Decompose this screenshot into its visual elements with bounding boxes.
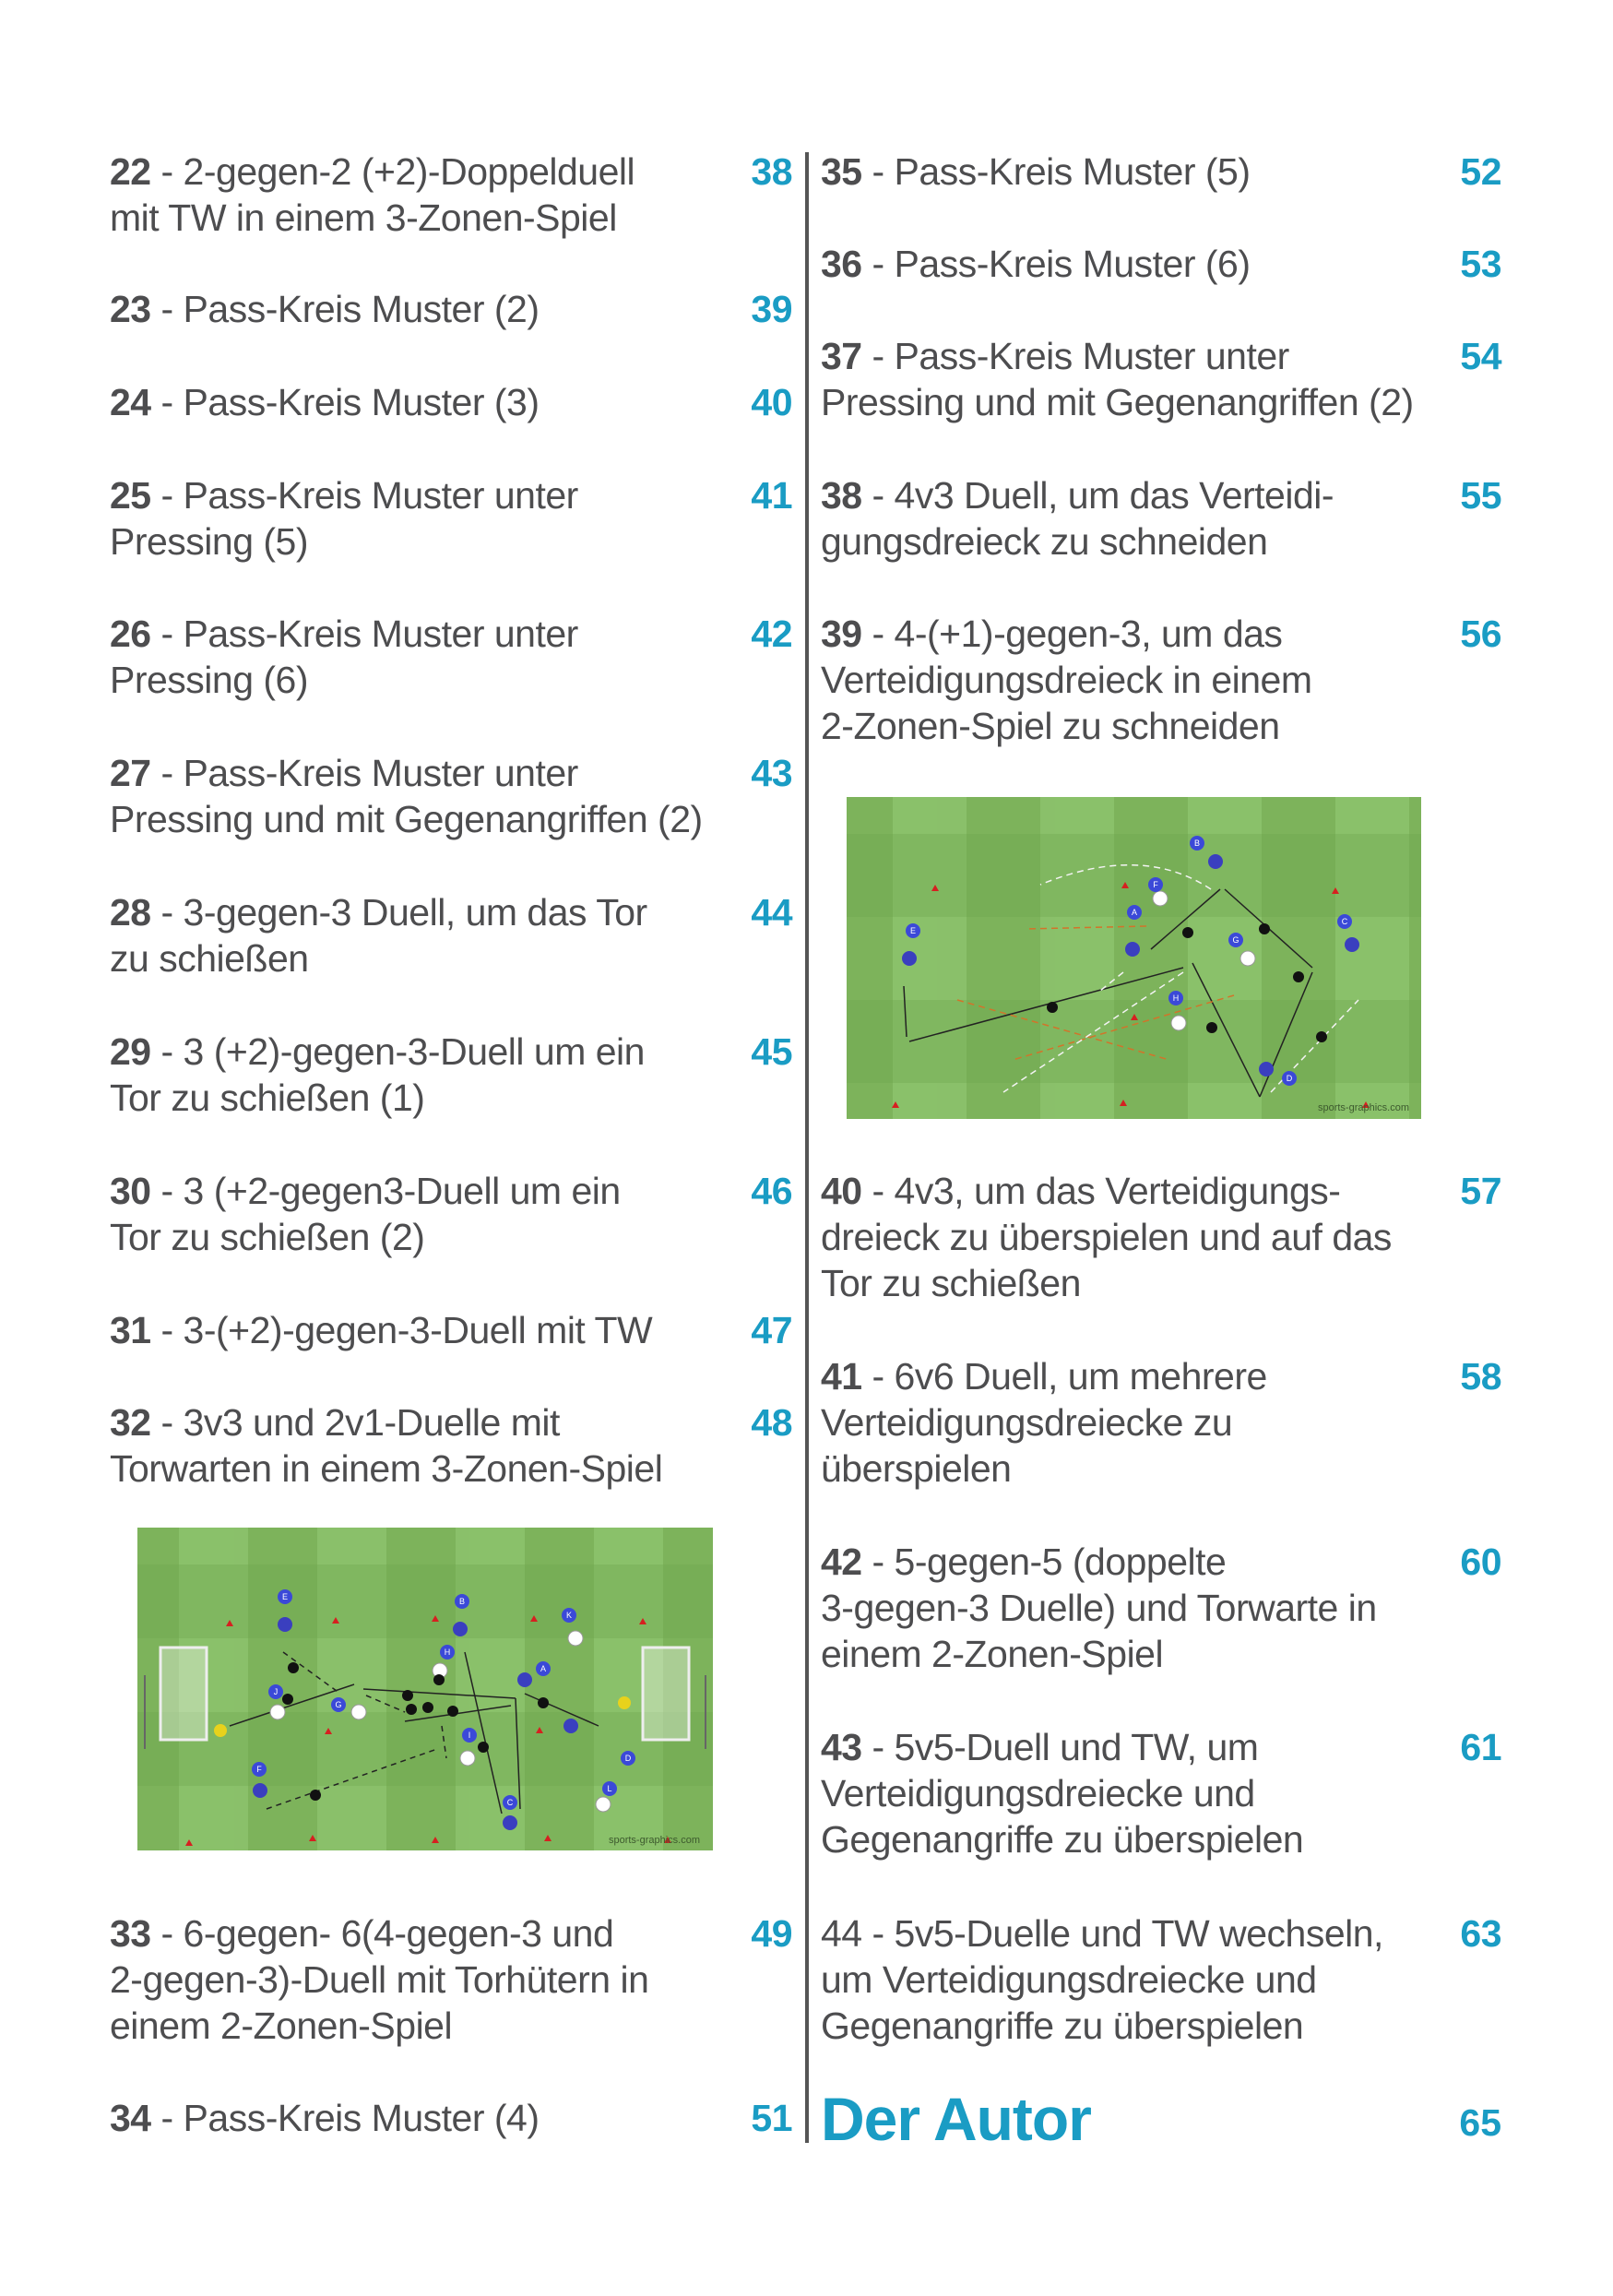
- page-number: 51: [751, 2097, 792, 2139]
- svg-text:J: J: [273, 1687, 279, 1696]
- page-number: 60: [1460, 1541, 1501, 1583]
- entry-number: 25: [110, 474, 151, 517]
- page-number: 61: [1460, 1726, 1501, 1768]
- svg-text:D: D: [1286, 1074, 1293, 1083]
- toc-entry-34[interactable]: [110, 2095, 792, 2141]
- entry-title-cont: zu schießen: [110, 937, 309, 980]
- svg-text:C: C: [1341, 917, 1348, 926]
- entry-number: 32: [110, 1401, 151, 1444]
- entry-number: 28: [110, 891, 151, 934]
- page-number: 65: [1459, 2101, 1501, 2144]
- page-number: 42: [751, 613, 792, 655]
- entry-number: 39: [821, 613, 862, 655]
- entry-number: 23: [110, 288, 151, 330]
- svg-text:B: B: [1193, 839, 1201, 848]
- entry-title-cont: Pressing und mit Gegenangriffen (2): [821, 381, 1414, 423]
- entry-title-cont: Verteidigungsdreiecke und: [821, 1772, 1255, 1814]
- entry-title-cont: Pressing (6): [110, 659, 309, 701]
- page-number: 52: [1460, 150, 1501, 193]
- entry-title-cont: überspielen: [821, 1447, 1012, 1490]
- svg-text:G: G: [1232, 935, 1239, 945]
- svg-text:H: H: [1172, 993, 1180, 1003]
- entry-number: 37: [821, 335, 862, 377]
- page-number: 43: [751, 752, 792, 794]
- entry-number: 35: [821, 150, 862, 193]
- toc-entry-22[interactable]: [110, 149, 792, 241]
- entry-title-cont: Tor zu schießen (2): [110, 1216, 425, 1258]
- entry-title-cont: 2-Zonen-Spiel zu schneiden: [821, 705, 1280, 747]
- entry-title: - 3v3 und 2v1-Duelle mit: [160, 1401, 560, 1444]
- toc-entry-33[interactable]: [110, 1910, 792, 2049]
- toc-entry-27[interactable]: [110, 750, 792, 842]
- watermark: sports-graphics.com: [608, 1835, 700, 1846]
- svg-text:F: F: [256, 1765, 262, 1774]
- toc-entry-26[interactable]: [110, 611, 792, 703]
- toc-entry-36[interactable]: [821, 241, 1501, 287]
- page-number: 57: [1460, 1170, 1501, 1212]
- entry-number: 33: [110, 1912, 151, 1955]
- svg-text:A: A: [540, 1664, 547, 1673]
- training-diagram-3-zones: [137, 1528, 713, 1850]
- page-number: 48: [751, 1401, 792, 1444]
- toc-entry-41[interactable]: [821, 1353, 1501, 1492]
- entry-title-cont: um Verteidigungsdreiecke und: [821, 1958, 1317, 2001]
- toc-entry-43[interactable]: [821, 1724, 1501, 1862]
- entry-title: - Pass-Kreis Muster unter: [160, 474, 578, 517]
- entry-title-cont: Tor zu schießen: [821, 1262, 1081, 1304]
- entry-title-cont: Pressing (5): [110, 520, 309, 563]
- page-number: 45: [751, 1030, 792, 1073]
- entry-title: - Pass-Kreis Muster unter: [872, 335, 1289, 377]
- entry-title-cont: mit TW in einem 3-Zonen-Spiel: [110, 196, 617, 239]
- entry-title: - 2-gegen-2 (+2)-Doppelduell: [160, 150, 635, 193]
- entry-title-cont: Gegenangriffe zu überspielen: [821, 2005, 1304, 2047]
- entry-title-cont: einem 2-Zonen-Spiel: [821, 1633, 1164, 1675]
- page-number: 53: [1460, 243, 1501, 285]
- toc-entry-40[interactable]: [821, 1168, 1501, 1306]
- svg-text:L: L: [607, 1784, 612, 1793]
- toc-entry-42[interactable]: [821, 1539, 1501, 1677]
- entry-number: 41: [821, 1355, 862, 1398]
- page-number: 49: [751, 1912, 792, 1955]
- entry-title-cont: Verteidigungsdreiecke zu: [821, 1401, 1233, 1444]
- entry-number: 31: [110, 1309, 151, 1351]
- entry-title: - Pass-Kreis Muster (5): [872, 150, 1251, 193]
- entry-title: - 4-(+1)-gegen-3, um das: [872, 613, 1283, 655]
- toc-entry-29[interactable]: [110, 1029, 792, 1121]
- entry-number: 42: [821, 1541, 862, 1583]
- toc-entry-author[interactable]: [821, 2087, 1501, 2151]
- entry-number: 43: [821, 1726, 862, 1768]
- svg-text:K: K: [565, 1611, 573, 1620]
- entry-number: 40: [821, 1170, 862, 1212]
- entry-number: 27: [110, 752, 151, 794]
- toc-entry-32[interactable]: [110, 1399, 792, 1492]
- training-diagram-2-zones: [847, 797, 1421, 1119]
- toc-entry-23[interactable]: [110, 286, 792, 332]
- entry-title: - 6-gegen- 6(4-gegen-3 und: [160, 1912, 614, 1955]
- entry-title: - 4v3 Duell, um das Verteidi-: [872, 474, 1334, 517]
- svg-text:E: E: [281, 1592, 289, 1601]
- entry-title: - 3 (+2-gegen3-Duell um ein: [160, 1170, 621, 1212]
- entry-title: - 5-gegen-5 (doppelte: [872, 1541, 1227, 1583]
- entry-title-cont: Verteidigungsdreieck in einem: [821, 659, 1312, 701]
- entry-title: - Pass-Kreis Muster (4): [160, 2097, 540, 2139]
- page-number: 54: [1460, 335, 1501, 377]
- entry-title: - 5v5-Duell und TW, um: [872, 1726, 1259, 1768]
- entry-title: - 3-gegen-3 Duell, um das Tor: [160, 891, 647, 934]
- svg-text:I: I: [468, 1731, 471, 1740]
- entry-number: 22: [110, 150, 151, 193]
- author-heading: Der Autor: [821, 2085, 1091, 2153]
- entry-number: 38: [821, 474, 862, 517]
- toc-entry-31[interactable]: [110, 1307, 792, 1353]
- entry-title: - Pass-Kreis Muster (3): [160, 381, 540, 423]
- page-number: 63: [1460, 1912, 1501, 1955]
- entry-title: - Pass-Kreis Muster (2): [160, 288, 540, 330]
- svg-text:F: F: [1153, 880, 1158, 889]
- entry-number: 24: [110, 381, 151, 423]
- entry-title: - Pass-Kreis Muster unter: [160, 613, 578, 655]
- entry-title-cont: 3-gegen-3 Duelle) und Torwarte in: [821, 1587, 1377, 1629]
- page-number: 41: [751, 474, 792, 517]
- entry-title-cont: gungsdreieck zu schneiden: [821, 520, 1268, 563]
- entry-number: 44: [821, 1912, 862, 1955]
- page-number: 46: [751, 1170, 792, 1212]
- entry-number: 36: [821, 243, 862, 285]
- toc-entry-30[interactable]: [110, 1168, 792, 1260]
- entry-title-cont: Pressing und mit Gegenangriffen (2): [110, 798, 703, 840]
- page-number: 38: [751, 150, 792, 193]
- svg-text:B: B: [458, 1597, 466, 1606]
- svg-text:C: C: [506, 1798, 514, 1807]
- page-number: 58: [1460, 1355, 1501, 1398]
- entry-title-cont: einem 2-Zonen-Spiel: [110, 2005, 453, 2047]
- svg-text:A: A: [1131, 908, 1138, 917]
- column-divider: [805, 152, 809, 2143]
- entry-title-cont: 2-gegen-3)-Duell mit Torhütern in: [110, 1958, 649, 2001]
- entry-title: - 6v6 Duell, um mehrere: [872, 1355, 1267, 1398]
- toc-entry-28[interactable]: [110, 889, 792, 981]
- entry-title: - 3 (+2)-gegen-3-Duell um ein: [160, 1030, 645, 1073]
- entry-title-cont: Gegenangriffe zu überspielen: [821, 1818, 1304, 1861]
- toc-entry-39[interactable]: [821, 611, 1501, 749]
- entry-title: - 3-(+2)-gegen-3-Duell mit TW: [160, 1309, 653, 1351]
- toc-entry-25[interactable]: [110, 472, 792, 565]
- svg-text:D: D: [624, 1754, 632, 1763]
- watermark: sports-graphics.com: [1317, 1102, 1409, 1113]
- entry-number: 29: [110, 1030, 151, 1073]
- toc-entry-38[interactable]: [821, 472, 1501, 565]
- page-number: 56: [1460, 613, 1501, 655]
- entry-title-cont: Tor zu schießen (1): [110, 1077, 425, 1119]
- entry-title: - Pass-Kreis Muster unter: [160, 752, 578, 794]
- page-number: 44: [751, 891, 792, 934]
- toc-entry-44[interactable]: [821, 1910, 1501, 2049]
- entry-title-cont: dreieck zu überspielen und auf das: [821, 1216, 1392, 1258]
- svg-text:H: H: [444, 1648, 451, 1657]
- entry-number: 26: [110, 613, 151, 655]
- entry-number: 34: [110, 2097, 151, 2139]
- entry-title: - 5v5-Duelle und TW wechseln,: [872, 1912, 1383, 1955]
- svg-text:G: G: [335, 1700, 342, 1709]
- entry-title: - 4v3, um das Verteidigungs-: [872, 1170, 1341, 1212]
- toc-entry-35[interactable]: [821, 149, 1501, 195]
- entry-title: - Pass-Kreis Muster (6): [872, 243, 1251, 285]
- page-number: 47: [751, 1309, 792, 1351]
- toc-entry-37[interactable]: [821, 333, 1501, 425]
- entry-number: 30: [110, 1170, 151, 1212]
- page-number: 55: [1460, 474, 1501, 517]
- toc-entry-24[interactable]: [110, 379, 792, 425]
- svg-text:E: E: [909, 926, 917, 935]
- page-number: 39: [751, 288, 792, 330]
- entry-title-cont: Torwarten in einem 3-Zonen-Spiel: [110, 1447, 663, 1490]
- page-number: 40: [751, 381, 792, 423]
